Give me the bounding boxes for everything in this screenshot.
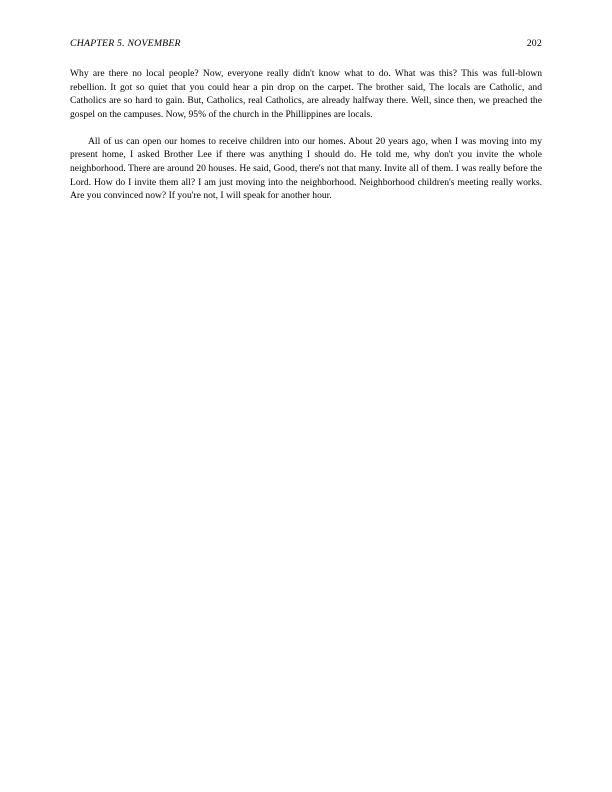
chapter-heading: CHAPTER 5. NOVEMBER [70,38,181,49]
paragraph: Why are there no local people? Now, everyone really didn't know what to do. What was this? This was full-blown rebellion. It got so quiet that you could hear a pin drop on the carpet. The brother said, The locals are Catholic, and Catholics are so hard to gain. But, Catholics, real Catholics, are already halfway there. Well, since then, we preached the gospel on the campuses. Now, 95% of the church in the Phillippines are locals. [70,68,542,120]
paragraph: All of us can open our homes to receive children into our homes. About 20 years ago, when I was moving into my present home, I asked Brother Lee if there was anything I should do. He told me, why don't you invite the whole neighborhood. There are around 20 houses. He said, Good, there's not that many. Invite all of them. I was really before the Lord. How do I invite them all? I am just moving into the neighborhood. Neighborhood children's meeting really works. Are you convinced now? If you're not, I will speak for another hour. [70,135,542,202]
page-number: 202 [526,38,542,49]
page-content [70,38,542,203]
body-text [70,67,542,203]
page-header [70,38,542,49]
